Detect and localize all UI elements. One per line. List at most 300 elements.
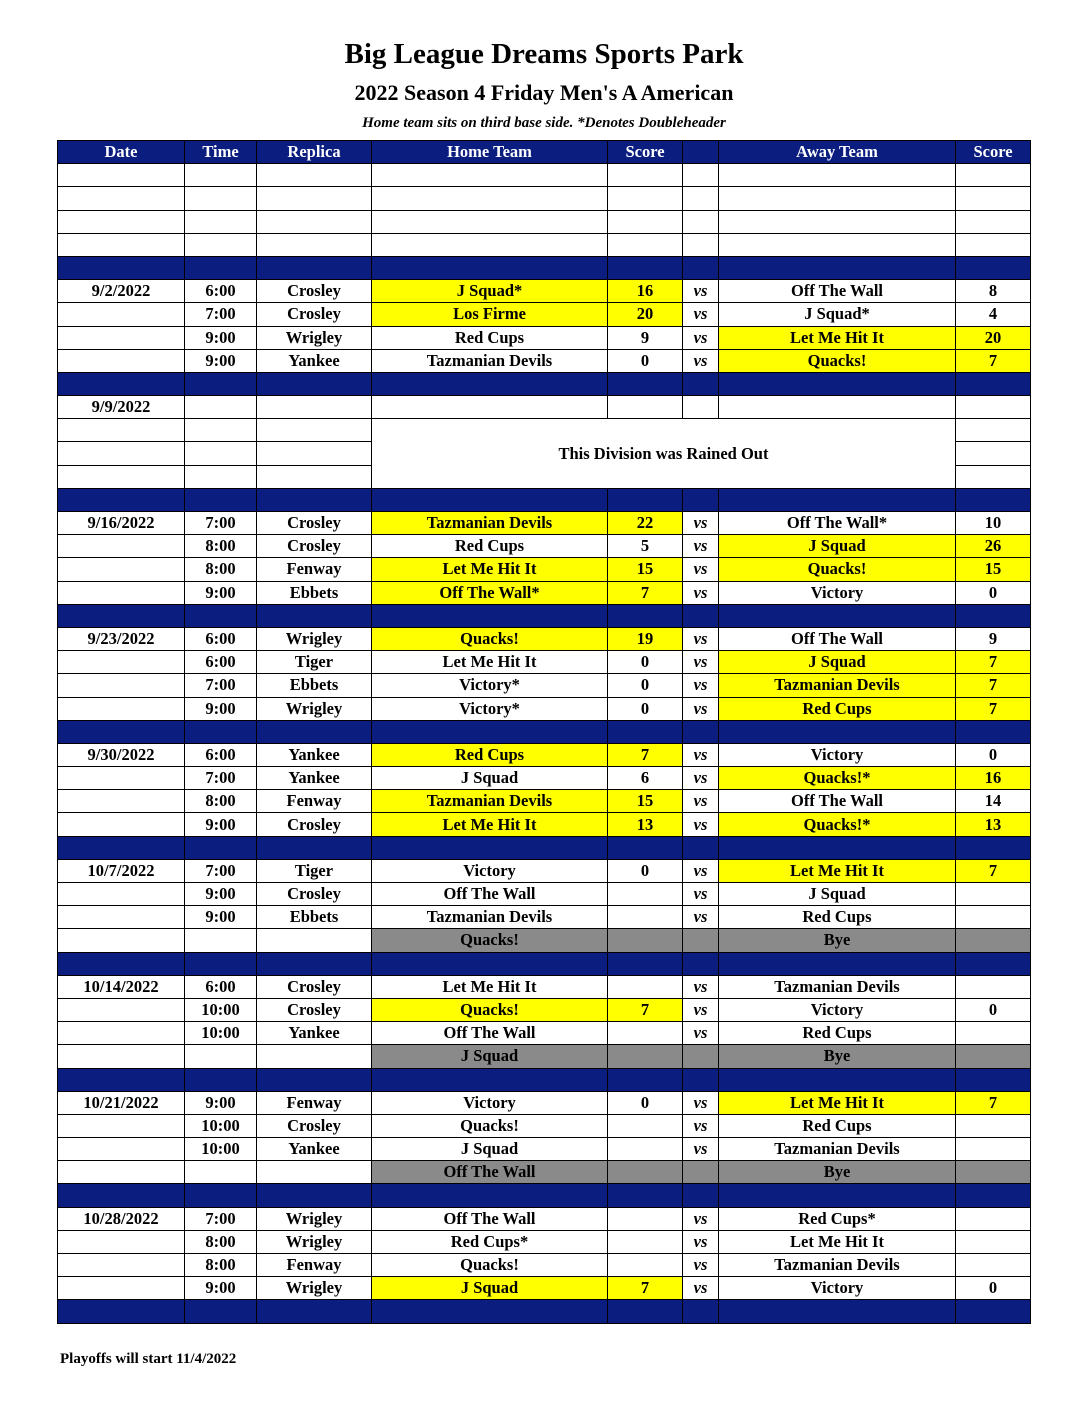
home-team-cell: Quacks! — [372, 627, 608, 650]
home-score-cell: 0 — [608, 1091, 683, 1114]
separator-cell — [257, 1300, 372, 1323]
separator-cell — [608, 604, 683, 627]
separator-cell — [956, 836, 1031, 859]
away-score-cell — [956, 906, 1031, 929]
date-cell: 10/7/2022 — [58, 859, 185, 882]
away-score-cell — [956, 1114, 1031, 1137]
vs-cell: vs — [683, 975, 719, 998]
empty-cell — [719, 210, 956, 233]
separator-cell — [58, 836, 185, 859]
table-row — [58, 1277, 1031, 1300]
table-row — [58, 743, 1031, 766]
separator-cell — [719, 372, 956, 395]
empty-cell — [956, 164, 1031, 187]
empty-cell — [956, 442, 1031, 465]
away-score-cell — [956, 1161, 1031, 1184]
empty-cell — [719, 396, 956, 419]
empty-cell — [257, 929, 372, 952]
date-cell — [58, 303, 185, 326]
separator-row — [58, 1300, 1031, 1323]
time-cell: 9:00 — [185, 813, 257, 836]
home-score-cell: 7 — [608, 1277, 683, 1300]
home-score-cell: 15 — [608, 790, 683, 813]
table-row — [58, 859, 1031, 882]
table-row — [58, 1254, 1031, 1277]
replica-cell: Tiger — [257, 651, 372, 674]
separator-cell — [608, 372, 683, 395]
table-row — [58, 1022, 1031, 1045]
empty-cell — [185, 1161, 257, 1184]
empty-cell — [683, 233, 719, 256]
empty-cell — [608, 396, 683, 419]
table-row — [58, 396, 1031, 419]
home-score-cell: 9 — [608, 326, 683, 349]
home-score-cell — [608, 929, 683, 952]
empty-cell — [185, 1045, 257, 1068]
empty-cell — [683, 164, 719, 187]
home-team-cell: J Squad* — [372, 280, 608, 303]
vs-cell: vs — [683, 1114, 719, 1137]
date-cell — [58, 1022, 185, 1045]
separator-cell — [372, 1184, 608, 1207]
away-score-cell — [956, 1022, 1031, 1045]
empty-cell — [372, 396, 608, 419]
away-score-cell: 16 — [956, 767, 1031, 790]
vs-cell — [683, 1045, 719, 1068]
separator-cell — [185, 604, 257, 627]
empty-cell — [372, 187, 608, 210]
separator-cell — [58, 1184, 185, 1207]
table-row — [58, 535, 1031, 558]
vs-cell: vs — [683, 883, 719, 906]
table-row — [58, 419, 1031, 442]
replica-cell: Yankee — [257, 349, 372, 372]
separator-cell — [185, 488, 257, 511]
separator-cell — [683, 1068, 719, 1091]
away-team-cell: Off The Wall — [719, 790, 956, 813]
separator-cell — [683, 488, 719, 511]
away-score-cell — [956, 1045, 1031, 1068]
table-row — [58, 906, 1031, 929]
replica-cell: Yankee — [257, 1138, 372, 1161]
replica-cell: Yankee — [257, 1022, 372, 1045]
separator-cell — [185, 372, 257, 395]
away-team-cell: Red Cups — [719, 1022, 956, 1045]
home-team-cell: J Squad — [372, 1045, 608, 1068]
empty-cell — [257, 396, 372, 419]
date-cell — [58, 883, 185, 906]
home-score-cell — [608, 883, 683, 906]
header-row — [58, 141, 1031, 164]
time-cell: 6:00 — [185, 651, 257, 674]
blank-row — [58, 210, 1031, 233]
separator-cell — [608, 1068, 683, 1091]
empty-cell — [58, 187, 185, 210]
empty-cell — [956, 419, 1031, 442]
table-row — [58, 1138, 1031, 1161]
table-row — [58, 558, 1031, 581]
home-score-cell — [608, 1161, 683, 1184]
empty-cell — [257, 210, 372, 233]
home-score-cell: 15 — [608, 558, 683, 581]
replica-cell: Crosley — [257, 998, 372, 1021]
home-team-cell: Quacks! — [372, 1254, 608, 1277]
home-score-cell: 0 — [608, 674, 683, 697]
replica-cell: Wrigley — [257, 1207, 372, 1230]
away-team-cell: Let Me Hit It — [719, 859, 956, 882]
empty-cell — [683, 187, 719, 210]
home-team-cell: Quacks! — [372, 929, 608, 952]
rainout-message: This Division was Rained Out — [372, 419, 956, 489]
separator-cell — [58, 604, 185, 627]
away-team-cell: Off The Wall* — [719, 512, 956, 535]
time-cell: 7:00 — [185, 303, 257, 326]
col-header-home-team: Home Team — [372, 141, 608, 164]
away-team-cell: J Squad* — [719, 303, 956, 326]
table-row — [58, 813, 1031, 836]
away-score-cell — [956, 883, 1031, 906]
empty-cell — [608, 187, 683, 210]
time-cell: 10:00 — [185, 1114, 257, 1137]
away-score-cell: 7 — [956, 1091, 1031, 1114]
separator-cell — [257, 488, 372, 511]
home-score-cell — [608, 1254, 683, 1277]
vs-cell: vs — [683, 859, 719, 882]
home-team-cell: Tazmanian Devils — [372, 512, 608, 535]
replica-cell: Tiger — [257, 859, 372, 882]
date-cell — [58, 1138, 185, 1161]
vs-cell: vs — [683, 326, 719, 349]
table-row — [58, 1230, 1031, 1253]
table-row — [58, 998, 1031, 1021]
separator-cell — [683, 604, 719, 627]
home-score-cell: 0 — [608, 697, 683, 720]
home-team-cell: Tazmanian Devils — [372, 906, 608, 929]
separator-cell — [719, 952, 956, 975]
vs-cell: vs — [683, 1277, 719, 1300]
empty-cell — [956, 465, 1031, 488]
home-team-cell: Victory* — [372, 697, 608, 720]
home-team-cell: Tazmanian Devils — [372, 349, 608, 372]
separator-row — [58, 952, 1031, 975]
separator-cell — [956, 1300, 1031, 1323]
separator-cell — [683, 1300, 719, 1323]
separator-row — [58, 1184, 1031, 1207]
away-team-cell: Victory — [719, 743, 956, 766]
home-score-cell: 0 — [608, 859, 683, 882]
away-score-cell: 7 — [956, 349, 1031, 372]
table-row — [58, 1091, 1031, 1114]
date-cell — [58, 558, 185, 581]
away-team-cell: Tazmanian Devils — [719, 975, 956, 998]
blank-row — [58, 233, 1031, 256]
time-cell: 9:00 — [185, 906, 257, 929]
home-team-cell: J Squad — [372, 767, 608, 790]
away-score-cell: 8 — [956, 280, 1031, 303]
bye-row — [58, 929, 1031, 952]
empty-cell — [58, 465, 185, 488]
away-score-cell: 0 — [956, 1277, 1031, 1300]
table-row — [58, 581, 1031, 604]
replica-cell: Wrigley — [257, 697, 372, 720]
separator-row — [58, 720, 1031, 743]
separator-cell — [185, 720, 257, 743]
empty-cell — [719, 187, 956, 210]
vs-cell: vs — [683, 813, 719, 836]
date-cell: 10/28/2022 — [58, 1207, 185, 1230]
table-row — [58, 349, 1031, 372]
home-score-cell: 13 — [608, 813, 683, 836]
separator-cell — [719, 1068, 956, 1091]
separator-cell — [372, 952, 608, 975]
separator-cell — [956, 1068, 1031, 1091]
home-score-cell — [608, 975, 683, 998]
home-team-cell: Off The Wall — [372, 1022, 608, 1045]
replica-cell: Crosley — [257, 535, 372, 558]
away-score-cell — [956, 1230, 1031, 1253]
date-cell — [58, 326, 185, 349]
away-team-cell: Let Me Hit It — [719, 1230, 956, 1253]
away-team-cell: Quacks! — [719, 558, 956, 581]
empty-cell — [185, 442, 257, 465]
home-score-cell — [608, 1138, 683, 1161]
away-team-cell: Bye — [719, 929, 956, 952]
col-header-replica: Replica — [257, 141, 372, 164]
vs-cell: vs — [683, 1230, 719, 1253]
separator-cell — [719, 836, 956, 859]
separator-cell — [719, 488, 956, 511]
separator-cell — [956, 952, 1031, 975]
away-team-cell: Red Cups — [719, 906, 956, 929]
empty-cell — [257, 187, 372, 210]
home-team-cell: Off The Wall* — [372, 581, 608, 604]
replica-cell: Crosley — [257, 303, 372, 326]
table-row — [58, 883, 1031, 906]
separator-cell — [372, 256, 608, 279]
away-team-cell: Tazmanian Devils — [719, 1254, 956, 1277]
date-cell: 9/30/2022 — [58, 743, 185, 766]
table-row — [58, 280, 1031, 303]
date-cell: 9/9/2022 — [58, 396, 185, 419]
away-team-cell: Victory — [719, 581, 956, 604]
away-team-cell: Bye — [719, 1161, 956, 1184]
date-cell: 9/2/2022 — [58, 280, 185, 303]
empty-cell — [372, 164, 608, 187]
away-team-cell: Let Me Hit It — [719, 326, 956, 349]
date-cell — [58, 998, 185, 1021]
home-team-cell: Victory* — [372, 674, 608, 697]
separator-cell — [185, 1300, 257, 1323]
home-team-cell: Off The Wall — [372, 883, 608, 906]
schedule-table — [57, 140, 1031, 1324]
vs-cell: vs — [683, 627, 719, 650]
replica-cell: Yankee — [257, 767, 372, 790]
empty-cell — [185, 929, 257, 952]
home-team-cell: Red Cups — [372, 535, 608, 558]
away-score-cell: 0 — [956, 581, 1031, 604]
separator-cell — [372, 1300, 608, 1323]
home-score-cell — [608, 1045, 683, 1068]
date-cell — [58, 813, 185, 836]
table-row — [58, 1114, 1031, 1137]
away-score-cell: 0 — [956, 743, 1031, 766]
separator-cell — [58, 1068, 185, 1091]
empty-cell — [58, 419, 185, 442]
home-team-cell: Let Me Hit It — [372, 651, 608, 674]
separator-cell — [956, 256, 1031, 279]
vs-cell: vs — [683, 512, 719, 535]
home-score-cell: 0 — [608, 651, 683, 674]
separator-cell — [608, 720, 683, 743]
empty-cell — [372, 210, 608, 233]
away-score-cell: 15 — [956, 558, 1031, 581]
col-header-away-team: Away Team — [719, 141, 956, 164]
table-row — [58, 627, 1031, 650]
replica-cell: Crosley — [257, 280, 372, 303]
home-score-cell: 0 — [608, 349, 683, 372]
home-score-cell — [608, 1114, 683, 1137]
replica-cell: Fenway — [257, 1254, 372, 1277]
home-team-cell: Victory — [372, 1091, 608, 1114]
away-score-cell: 9 — [956, 627, 1031, 650]
separator-cell — [58, 256, 185, 279]
separator-cell — [683, 372, 719, 395]
vs-cell: vs — [683, 1138, 719, 1161]
away-team-cell: Bye — [719, 1045, 956, 1068]
separator-cell — [683, 836, 719, 859]
home-score-cell — [608, 1230, 683, 1253]
date-cell — [58, 1230, 185, 1253]
empty-cell — [257, 465, 372, 488]
time-cell: 8:00 — [185, 1230, 257, 1253]
table-row — [58, 512, 1031, 535]
separator-cell — [257, 720, 372, 743]
col-header-vs — [683, 141, 719, 164]
home-team-cell: Quacks! — [372, 998, 608, 1021]
separator-cell — [372, 488, 608, 511]
empty-cell — [185, 396, 257, 419]
separator-cell — [372, 720, 608, 743]
vs-cell: vs — [683, 280, 719, 303]
empty-cell — [185, 233, 257, 256]
empty-cell — [58, 233, 185, 256]
separator-row — [58, 256, 1031, 279]
away-score-cell: 26 — [956, 535, 1031, 558]
empty-cell — [608, 164, 683, 187]
date-cell — [58, 1114, 185, 1137]
vs-cell: vs — [683, 906, 719, 929]
replica-cell: Crosley — [257, 975, 372, 998]
empty-cell — [58, 1161, 185, 1184]
away-score-cell: 20 — [956, 326, 1031, 349]
home-score-cell: 22 — [608, 512, 683, 535]
separator-cell — [185, 256, 257, 279]
replica-cell: Ebbets — [257, 906, 372, 929]
separator-cell — [608, 1300, 683, 1323]
away-score-cell — [956, 1207, 1031, 1230]
home-score-cell — [608, 906, 683, 929]
replica-cell: Yankee — [257, 743, 372, 766]
separator-cell — [257, 1184, 372, 1207]
home-score-cell: 16 — [608, 280, 683, 303]
separator-cell — [956, 720, 1031, 743]
separator-row — [58, 604, 1031, 627]
time-cell: 10:00 — [185, 1022, 257, 1045]
date-cell — [58, 535, 185, 558]
home-team-cell: Red Cups — [372, 743, 608, 766]
away-score-cell — [956, 1254, 1031, 1277]
replica-cell: Wrigley — [257, 627, 372, 650]
vs-cell: vs — [683, 697, 719, 720]
home-score-cell — [608, 1022, 683, 1045]
separator-cell — [372, 1068, 608, 1091]
time-cell: 10:00 — [185, 998, 257, 1021]
empty-cell — [257, 1161, 372, 1184]
bye-row — [58, 1045, 1031, 1068]
separator-cell — [257, 1068, 372, 1091]
empty-cell — [185, 419, 257, 442]
home-team-cell: Let Me Hit It — [372, 813, 608, 836]
empty-cell — [58, 164, 185, 187]
footer-note: Playoffs will start 11/4/2022 — [60, 1351, 237, 1367]
vs-cell: vs — [683, 1022, 719, 1045]
away-team-cell: Off The Wall — [719, 627, 956, 650]
vs-cell: vs — [683, 303, 719, 326]
away-team-cell: Red Cups — [719, 697, 956, 720]
col-header-away-score: Score — [956, 141, 1031, 164]
time-cell: 6:00 — [185, 280, 257, 303]
home-team-cell: Los Firme — [372, 303, 608, 326]
replica-cell: Crosley — [257, 512, 372, 535]
away-score-cell: 0 — [956, 998, 1031, 1021]
time-cell: 10:00 — [185, 1138, 257, 1161]
date-cell: 9/23/2022 — [58, 627, 185, 650]
home-team-cell: Off The Wall — [372, 1161, 608, 1184]
vs-cell: vs — [683, 1254, 719, 1277]
away-team-cell: Quacks!* — [719, 767, 956, 790]
table-row — [58, 326, 1031, 349]
replica-cell: Ebbets — [257, 581, 372, 604]
blank-row — [58, 187, 1031, 210]
table-row — [58, 674, 1031, 697]
away-team-cell: Off The Wall — [719, 280, 956, 303]
separator-cell — [372, 836, 608, 859]
date-cell — [58, 349, 185, 372]
table-row — [58, 303, 1031, 326]
separator-row — [58, 488, 1031, 511]
away-score-cell: 7 — [956, 859, 1031, 882]
home-score-cell: 7 — [608, 998, 683, 1021]
vs-cell: vs — [683, 1091, 719, 1114]
away-score-cell: 4 — [956, 303, 1031, 326]
page-title: Big League Dreams Sports Park — [344, 38, 744, 70]
separator-cell — [257, 836, 372, 859]
separator-cell — [608, 488, 683, 511]
replica-cell: Ebbets — [257, 674, 372, 697]
separator-cell — [257, 256, 372, 279]
vs-cell: vs — [683, 674, 719, 697]
empty-cell — [58, 442, 185, 465]
away-score-cell: 14 — [956, 790, 1031, 813]
away-team-cell: Victory — [719, 1277, 956, 1300]
away-team-cell: Victory — [719, 998, 956, 1021]
vs-cell: vs — [683, 743, 719, 766]
vs-cell — [683, 1161, 719, 1184]
away-team-cell: Red Cups — [719, 1114, 956, 1137]
time-cell: 7:00 — [185, 859, 257, 882]
date-cell — [58, 790, 185, 813]
vs-cell: vs — [683, 535, 719, 558]
